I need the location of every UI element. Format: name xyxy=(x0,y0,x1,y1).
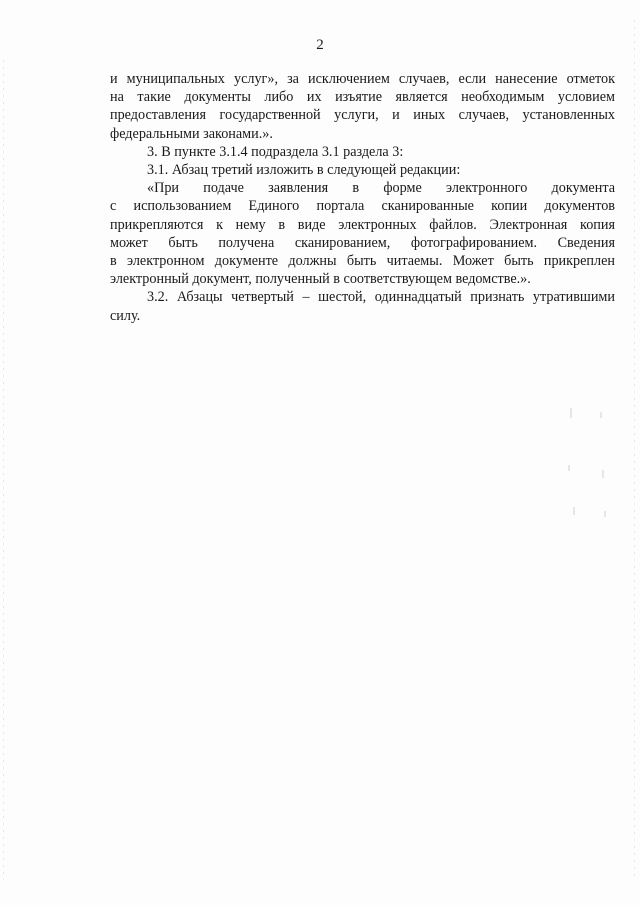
text-line: 3.2. Абзацы четвертый – шестой, одиннадцатый признать утратившими xyxy=(147,289,615,306)
left-scan-edge xyxy=(3,60,4,880)
text-line: может быть получена сканированием, фотографированием. Сведения xyxy=(110,234,615,251)
text-line: «При подаче заявления в форме электронного документа xyxy=(147,180,615,197)
paragraph-quoted-text xyxy=(110,179,615,288)
scan-artifact xyxy=(602,470,604,478)
text-line: электронный документ, полученный в соответствующем ведомстве.». xyxy=(110,271,531,288)
text-line: 3. В пункте 3.1.4 подраздела 3.1 раздела 3: xyxy=(147,143,404,160)
text-line: предоставления государственной услуги, и иных случаев, установленных xyxy=(110,107,615,124)
text-line: с использованием Единого портала сканированные копии документов xyxy=(110,198,615,215)
text-line: на такие документы либо их изъятие является необходимым условием xyxy=(110,89,615,106)
text-line: и муниципальных услуг», за исключением случаев, если нанесение отметок xyxy=(110,71,615,87)
paragraph-item-3-2 xyxy=(110,288,615,324)
paragraph-continuation xyxy=(110,70,615,143)
page-number: 2 xyxy=(316,37,324,53)
scan-artifact xyxy=(568,465,570,471)
text-line: 3.1. Абзац третий изложить в следующей редакции: xyxy=(147,162,461,179)
text-line: федеральными законами.». xyxy=(110,125,273,142)
text-line: прикрепляются к нему в виде электронных файлов. Электронная копия xyxy=(110,216,615,233)
scan-artifact xyxy=(573,507,575,515)
paragraph-item-3 xyxy=(110,143,615,161)
text-line: в электронном документе должны быть читаемы. Может быть прикреплен xyxy=(110,253,615,270)
right-scan-edge xyxy=(634,20,635,880)
document-body xyxy=(110,70,615,325)
paragraph-item-3-1 xyxy=(110,161,615,179)
text-line: силу. xyxy=(110,307,141,324)
scan-artifact xyxy=(604,511,606,517)
scan-artifact xyxy=(600,412,602,418)
scan-artifact xyxy=(570,408,572,418)
